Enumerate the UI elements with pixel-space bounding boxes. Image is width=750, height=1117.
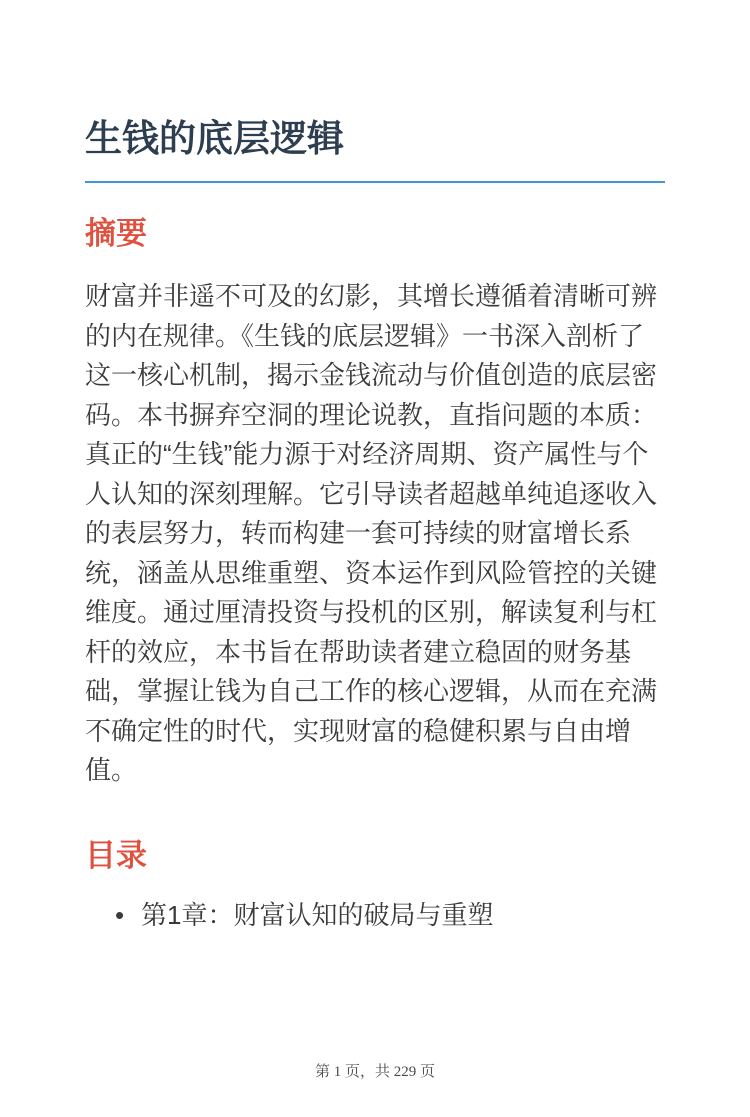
toc-section — [85, 835, 665, 935]
abstract-body: 财富并非遥不可及的幻影，其增长遵循着清晰可辨的内在规律。《生钱的底层逻辑》一书深入剖析了这一核心机制，揭示金钱流动与价值创造的底层密码。本书摒弃空洞的理论说教，直指问题的本质：真正的“生钱”能力源于对经济周期、资产属性与个人认知的深刻理解。它引导读者超越单纯追逐收入的表层努力，转而构建一套可持续的财富增长系统，涵盖从思维重塑、资本运作到风险管控的关键维度。通过厘清投资与投机的区别，解读复利与杠杆的效应，本书旨在帮助读者建立稳固的财务基础，掌握让钱为自己工作的核心逻辑，从而在充满不确定性的时代，实现财富的稳健积累与自由增值。 — [85, 281, 658, 785]
title-divider — [85, 181, 665, 183]
page-footer — [0, 1061, 750, 1083]
toc-item — [115, 895, 665, 935]
abstract-section — [85, 213, 665, 791]
bullet-icon: • — [115, 899, 125, 930]
page-title: 生钱的底层逻辑 — [85, 118, 344, 159]
page-number-indicator: 第 1 页，共 229 页 — [314, 1064, 435, 1080]
toc-item-label: 第1章：财富认知的破局与重塑 — [141, 899, 494, 930]
document-page — [0, 117, 750, 1117]
toc-heading: 目录 — [85, 837, 147, 873]
abstract-heading: 摘要 — [85, 216, 147, 251]
toc-list — [85, 895, 665, 935]
